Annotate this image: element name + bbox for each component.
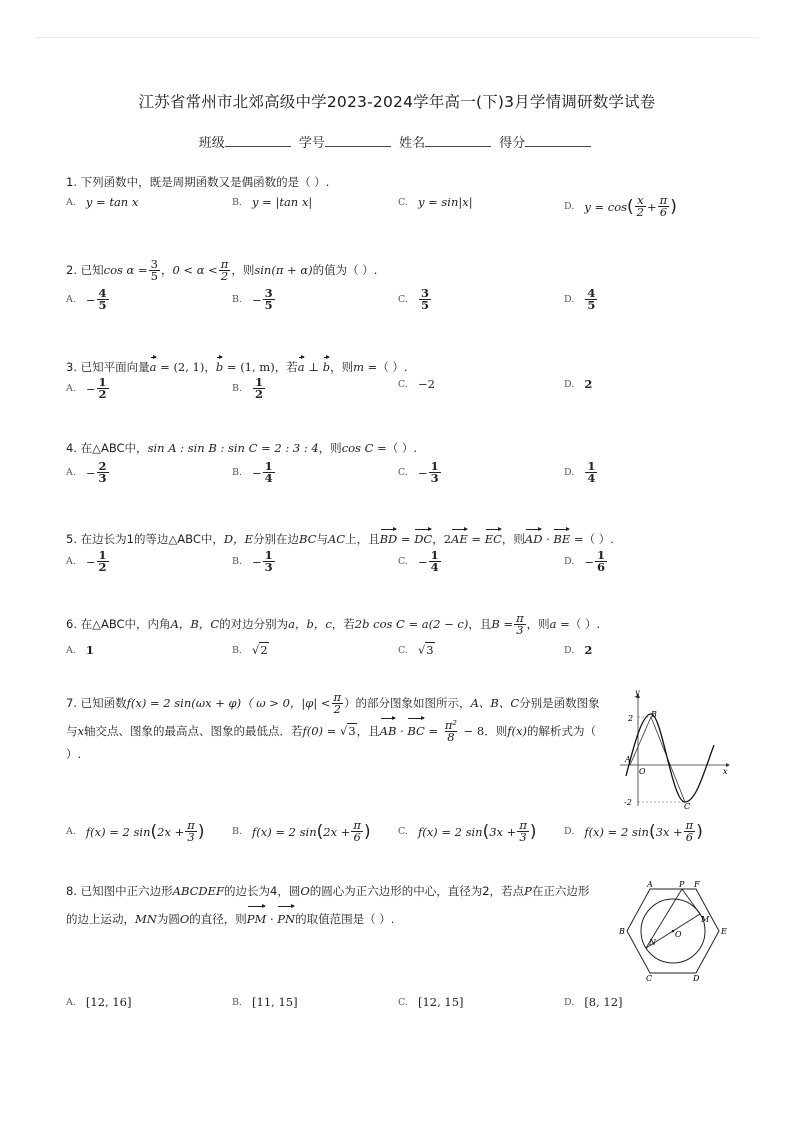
- q5-option-c[interactable]: C. − $\frac{1}{4}$: [398, 548, 439, 574]
- q8-option-d[interactable]: D. [8, 12]: [564, 995, 623, 1009]
- q6-option-b[interactable]: B. √ 2: [232, 643, 268, 657]
- question-1-options: [66, 195, 706, 225]
- q6-option-c[interactable]: C. √ 3: [398, 643, 434, 657]
- q8-option-c[interactable]: C. [12, 15]: [398, 995, 464, 1009]
- q2-option-a[interactable]: A. − $\frac{4}{5}$: [66, 286, 107, 312]
- student-id-label: 学号: [298, 136, 325, 151]
- x-axis-label: x: [723, 767, 728, 776]
- question-2-stem: 2. 已知cos α = $\frac{3}{5}$ ，0 < α < $\frac{\pi}{2}$ ，则sin(π + α)的值为（ ）.: [66, 257, 378, 283]
- point-m-label: M: [701, 915, 710, 924]
- question-1-stem: 1. 下列函数中，既是周期函数又是偶函数的是（ ）.: [66, 175, 330, 189]
- q7-option-c[interactable]: C. f(x) = 2 sin ( 3x + $\frac{\pi}{3}$ ): [398, 818, 537, 844]
- class-label: 班级: [198, 136, 225, 151]
- question-1: [66, 174, 329, 190]
- tick-2-label: 2: [628, 714, 634, 723]
- name-blank[interactable]: [425, 134, 491, 147]
- point-b-label: B: [651, 710, 657, 719]
- center-dot: [672, 930, 675, 933]
- origin-label: O: [639, 767, 646, 776]
- question-5-options: [66, 550, 706, 580]
- score-blank[interactable]: [525, 134, 591, 147]
- q7-sine-graph: [616, 690, 732, 810]
- tick-neg2-label: -2: [624, 798, 632, 807]
- q3-option-c[interactable]: C. −2: [398, 377, 435, 391]
- question-5: [66, 526, 614, 547]
- score-label: 得分: [499, 136, 526, 151]
- point-p-label: P: [679, 880, 685, 889]
- q2-option-d[interactable]: D. $\frac{4}{5}$: [564, 286, 596, 312]
- q2-option-b[interactable]: B. − $\frac{3}{5}$: [232, 286, 273, 312]
- name-label: 姓名: [399, 136, 426, 151]
- question-6-options: [66, 643, 706, 673]
- q4-option-d[interactable]: D. $\frac{1}{4}$: [564, 459, 596, 485]
- student-id-blank[interactable]: [325, 134, 391, 147]
- question-4-options: [66, 461, 706, 491]
- question-8-stem: 8. 已知图中正六边形ABCDEF的边长为4，圆O的圆心为正六边形的中心，直径为2，若点P在正六边形 的边上运动，MN为圆O的直径，则PM · PN的取值范围是（ ）.: [66, 880, 614, 931]
- q4-option-b[interactable]: B. − $\frac{1}{4}$: [232, 459, 273, 485]
- question-4-stem: 4. 在△ABC中，sin A : sin B : sin C = 2 : 3 : 4，则cos C =（ ）.: [66, 441, 418, 455]
- vertex-d-label: D: [693, 974, 700, 983]
- q3-option-b[interactable]: B. $\frac{1}{2}$: [232, 375, 264, 401]
- q5-option-d[interactable]: D. − $\frac{1}{6}$: [564, 548, 605, 574]
- q8-option-a[interactable]: A. [12, 16]: [66, 995, 132, 1009]
- question-6-stem: 6. 在△ABC中，内角A，B，C的对边分别为a，b，c，若2b cos C = a(2 − c)，且B = $\frac{\pi}{3}$ ，则a =（ ）.: [66, 611, 601, 637]
- point-n-label: N: [649, 938, 656, 947]
- q3-option-d[interactable]: D. 2: [564, 377, 593, 391]
- q2-option-c[interactable]: C. $\frac{3}{5}$: [398, 286, 429, 312]
- sine-curve: [626, 714, 714, 802]
- class-blank[interactable]: [225, 134, 291, 147]
- q6-option-a[interactable]: A. 1: [66, 643, 94, 657]
- q7-option-a[interactable]: A. f(x) = 2 sin ( 2x + $\frac{\pi}{3}$ ): [66, 818, 205, 844]
- center-o-label: O: [675, 930, 682, 939]
- question-8-options: [66, 995, 706, 1025]
- question-7: [66, 692, 614, 766]
- question-2-options: [66, 288, 706, 318]
- question-6: [66, 613, 600, 636]
- q8-hexagon-figure: [616, 878, 732, 986]
- q1-option-b[interactable]: B. y = |tan x|: [232, 195, 313, 209]
- question-8: [66, 880, 614, 931]
- q7-option-d[interactable]: D. f(x) = 2 sin ( 3x + $\frac{\pi}{6}$ ): [564, 818, 703, 844]
- question-3-options: [66, 377, 706, 407]
- vertex-b-label: B: [619, 927, 625, 936]
- q4-option-c[interactable]: C. − $\frac{1}{3}$: [398, 459, 439, 485]
- student-info-row: [0, 132, 794, 151]
- q6-option-d[interactable]: D. 2: [564, 643, 593, 657]
- question-7-options: [66, 820, 706, 850]
- question-5-stem: 5. 在边长为1的等边△ABC中，D，E分别在边BC与AC上，且BD = DC，2AE = EC，则AD · BE =（ ）.: [66, 526, 614, 547]
- question-3: [66, 354, 408, 375]
- point-c-label: C: [684, 802, 691, 810]
- q1-option-c[interactable]: C. y = sin|x|: [398, 195, 473, 209]
- q1-option-d[interactable]: D. y = cos ( $\frac{x}{2}$ + $\frac{\pi}{6}$ ): [564, 193, 677, 219]
- q8-option-b[interactable]: B. [11, 15]: [232, 995, 298, 1009]
- vertex-a-label: A: [647, 880, 653, 889]
- question-3-stem: 3. 已知平面向量a = (2, 1)，b = (1, m)，若a ⊥ b，则m =（ ）.: [66, 354, 408, 375]
- question-7-stem: 7. 已知函数f(x) = 2 sin(ωx + φ)（ ω > 0，|φ| < $\frac{\pi}{2}$ ）的部分图象如图所示，A、B、C分别是函数图象 与x轴交点、图象的最高点、图象的最低点．若f(0) = √3，且AB · BC = $\frac{\text{π²}}{8}$ − 8．则f(x)的解析式为（ ）.: [66, 690, 600, 761]
- segment-ab: [630, 717, 651, 765]
- vertex-f-label: F: [694, 880, 700, 889]
- q7-option-b[interactable]: B. f(x) = 2 sin ( 2x + $\frac{\pi}{6}$ ): [232, 818, 371, 844]
- q5-option-a[interactable]: A. − $\frac{1}{2}$: [66, 548, 107, 574]
- q4-option-a[interactable]: A. − $\frac{2}{3}$: [66, 459, 107, 485]
- header-rule: [36, 37, 758, 38]
- question-2: [66, 259, 377, 282]
- vertex-c-label: C: [646, 974, 653, 983]
- y-axis-label: y: [635, 690, 640, 697]
- q1-option-a[interactable]: A. y = tan x: [66, 195, 139, 209]
- vertex-e-label: E: [721, 927, 727, 936]
- question-4: [66, 440, 417, 456]
- q5-option-b[interactable]: B. − $\frac{1}{3}$: [232, 548, 273, 574]
- q3-option-a[interactable]: A. − $\frac{1}{2}$: [66, 375, 107, 401]
- point-a-label: A: [625, 755, 631, 764]
- page-title: 江苏省常州市北郊高级中学2023-2024学年高一(下)3月学情调研数学试卷: [138, 93, 656, 111]
